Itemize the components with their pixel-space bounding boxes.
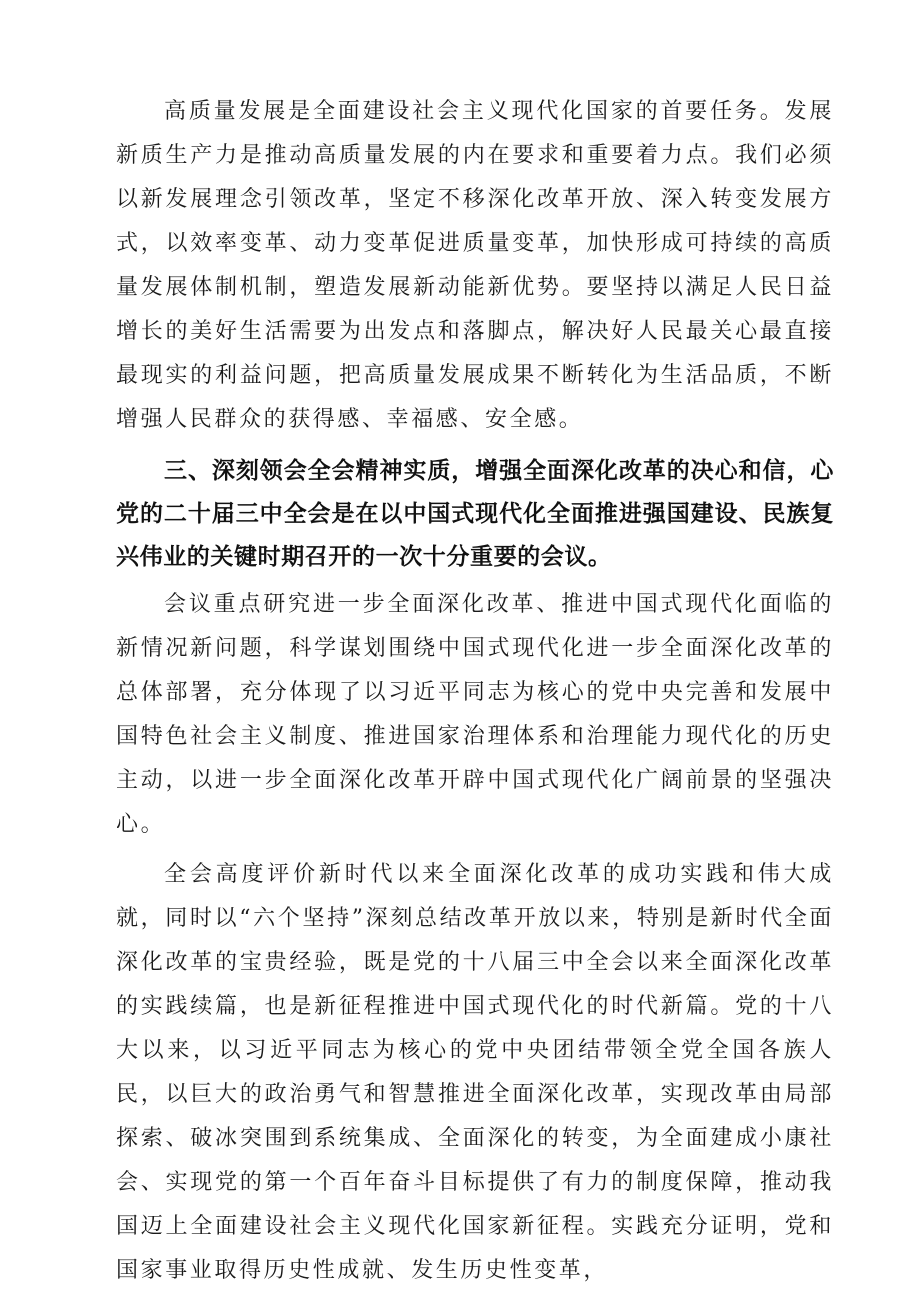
paragraph-meeting-focus: 会议重点研究进一步全面深化改革、推进中国式现代化面临的新情况新问题，科学谋划围绕中国式现代化进一步全面深化改革的总体部署，充分体现了以习近平同志为核心的党中央完善和发展中国特色社会主义制度、推进国家治理体系和治理能力现代化的历史主动，以进一步全面深化改革开辟中国式现代化广阔前景的坚强决心。 (116, 592, 834, 837)
section-heading-three: 三、深刻领会全会精神实质，增强全面深化改革的决心和信，心党的二十届三中全会是在以中国式现代化全面推进强国建设、民族复兴伟业的关键时期召开的一次十分重要的会议。 (116, 458, 834, 570)
paragraph-high-quality-development: 高质量发展是全面建设社会主义现代化国家的首要任务。发展新质生产力是推动高质量发展的内在要求和重要着力点。我们必须以新发展理念引领改革，坚定不移深化改革开放、深入转变发展方式，以效率变革、动力变革促进质量变革，加快形成可持续的高质量发展体制机制，塑造发展新动能新优势。要坚持以满足人民日益增长的美好生活需要为出发点和落脚点，解决好人民最关心最直接最现实的利益问题，把高质量发展成果不断转化为生活品质，不断增强人民群众的获得感、幸福感、安全感。 (116, 99, 834, 432)
paragraph-plenum-evaluation: 全会高度评价新时代以来全面深化改革的成功实践和伟大成就，同时以“六个坚持”深刻总结改革开放以来，特别是新时代全面深化改革的宝贵经验，既是党的十八届三中全会以来全面深化改革的实践续篇，也是新征程推进中国式现代化的时代新篇。党的十八大以来，以习近平同志为核心的党中央团结带领全党全国各族人民，以巨大的政治勇气和智慧推进全面深化改革，实现改革由局部探索、破冰突围到系统集成、全面深化的转变，为全面建成小康社会、实现党的第一个百年奋斗目标提供了有力的制度保障，推动我国迈上全面建设社会主义现代化国家新征程。实践充分证明，党和国家事业取得历史性成就、发生历史性变革， (116, 862, 834, 1283)
document-body (116, 90, 834, 1293)
